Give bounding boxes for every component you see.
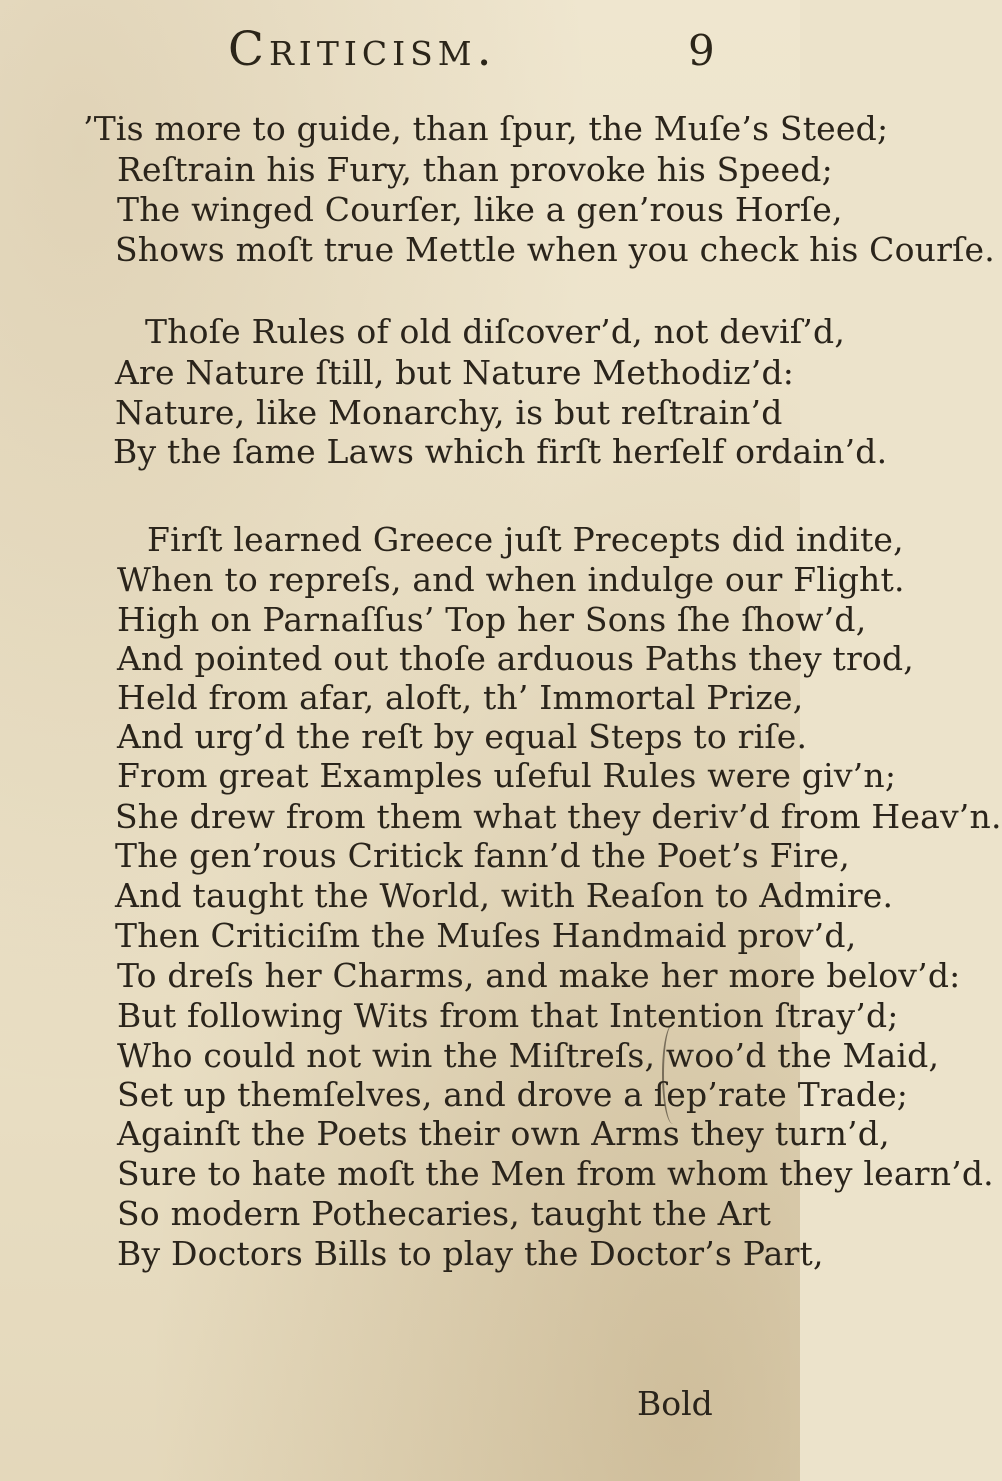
- verse-line: The winged Courſer, like a gen’rous Horſe,: [117, 190, 843, 229]
- verse-line: To dreſs her Charms, and make her more belov’d:: [117, 956, 961, 995]
- running-head: Criticism.: [228, 22, 497, 77]
- verse-line: And pointed out thoſe arduous Paths they trod,: [117, 639, 914, 678]
- verse-line: Set up themſelves, and drove a ſep’rate Trade;: [117, 1075, 909, 1114]
- verse-line: Againſt the Poets their own Arms they turn’d,: [117, 1114, 890, 1153]
- verse-line: Sure to hate moſt the Men from whom they learn’d.: [117, 1154, 994, 1193]
- verse-line: Then Criticiſm the Muſes Handmaid prov’d,: [115, 916, 857, 955]
- verse-line: Firſt learned Greece juſt Precepts did indite,: [147, 520, 904, 559]
- verse-line: She drew from them what they deriv’d from Heav’n.: [115, 797, 1002, 836]
- verse-line: From great Examples uſeful Rules were giv’n;: [117, 756, 897, 795]
- verse-line: Nature, like Monarchy, is but reſtrain’d: [115, 393, 783, 432]
- verse-line: High on Parnaſſus’ Top her Sons ſhe ſhow’d,: [117, 600, 867, 639]
- page-header: [0, 14, 800, 84]
- verse-line: So modern Pothecaries, taught the Art: [117, 1194, 772, 1233]
- verse-line: Are Nature ſtill, but Nature Methodiz’d:: [115, 353, 795, 392]
- verse-line: Held from afar, aloft, th’ Immortal Prize,: [117, 678, 804, 717]
- verse-line: Who could not win the Miſtreſs, woo’d the Maid,: [117, 1036, 940, 1075]
- verse-line: By the ſame Laws which firſt herſelf ordain’d.: [113, 432, 888, 471]
- verse-line: Reſtrain his Fury, than provoke his Speed;: [117, 150, 833, 189]
- verse-line: And urg’d the reſt by equal Steps to riſe.: [117, 717, 808, 756]
- verse-line: The gen’rous Critick fann’d the Poet’s Fire,: [115, 836, 850, 875]
- triplet-brace: [662, 1024, 684, 1124]
- catchword: Bold: [637, 1384, 713, 1423]
- verse-line: By Doctors Bills to play the Doctor’s Part,: [117, 1234, 824, 1273]
- verse-line: When to repreſs, and when indulge our Flight.: [117, 560, 905, 599]
- verse-line: ’Tis more to guide, than ſpur, the Muſe’s Steed;: [83, 109, 889, 148]
- verse-line: And taught the World, with Reaſon to Admire.: [115, 876, 894, 915]
- page-number: 9: [688, 26, 715, 75]
- verse-line: Shows moſt true Mettle when you check his Courſe.: [115, 230, 995, 269]
- verse-line: But following Wits from that Intention ſtray’d;: [117, 996, 899, 1035]
- verse-line: Thoſe Rules of old diſcover’d, not deviſ’d,: [145, 312, 846, 351]
